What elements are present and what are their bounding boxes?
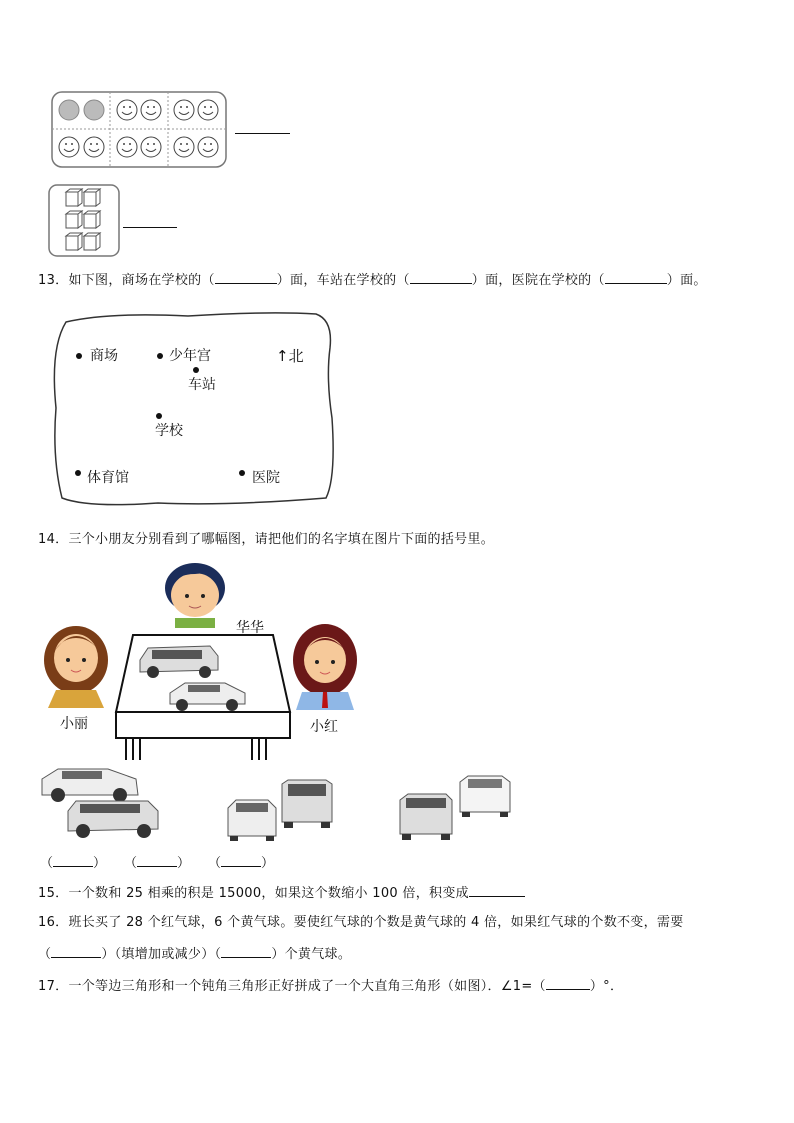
smiley-tray-figure (50, 90, 230, 174)
map-figure (48, 308, 338, 508)
q14-answer-3[interactable]: （ ） (208, 856, 275, 871)
q17-blank[interactable] (546, 977, 590, 990)
q13-text-4: ）面。 (666, 273, 707, 288)
q16-blank-1[interactable] (51, 945, 101, 958)
map-label-gym: 体育馆 (87, 470, 129, 486)
q13-blank-2[interactable] (410, 271, 472, 284)
cubes-figure (48, 184, 122, 262)
view-picture-3 (396, 774, 516, 848)
label-xiaoli: 小丽 (60, 716, 88, 732)
xiaoli-avatar (44, 626, 108, 708)
q14-answer-2[interactable]: （ ） (124, 856, 191, 871)
question-13 (38, 271, 707, 290)
map-label-hospital: 医院 (252, 470, 280, 486)
question-17: 17．一个等边三角形和一个钝角三角形正好拼成了一个大直角三角形（如图）．∠1=（ ）°． (38, 979, 624, 994)
view-picture-1 (38, 765, 163, 849)
map-north-arrow: ↑北 (276, 347, 304, 365)
q15-blank[interactable] (469, 884, 525, 897)
question-15: 15．一个数和 25 相乘的积是 15000，如果这个数缩小 100 倍，积变成 (38, 884, 525, 903)
map-label-youth-palace: 少年宫 (169, 348, 211, 364)
q13-blank-1[interactable] (215, 271, 277, 284)
question-14: 14．三个小朋友分别看到了哪幅图，请把他们的名字填在图片下面的括号里。 (38, 532, 495, 547)
q13-text-1: 13．如下图，商场在学校的（ (38, 273, 215, 288)
q14-answer-1[interactable]: （ ） (40, 856, 107, 871)
question-16-line-2: （ ）（填增加或减少）（ ）个黄气球。 (38, 947, 352, 962)
view-picture-2 (222, 778, 337, 847)
answer-line-smileys[interactable] (235, 133, 290, 134)
map-label-mall: 商场 (90, 348, 118, 364)
label-huahua: 华华 (236, 620, 264, 636)
map-label-school: 学校 (155, 423, 183, 439)
huahua-avatar (165, 563, 225, 628)
table-scene-figure (40, 560, 380, 760)
answer-line-cubes[interactable] (123, 227, 177, 228)
xiaohong-avatar (293, 624, 357, 710)
label-xiaohong: 小红 (310, 719, 338, 735)
q13-text-2: ）面，车站在学校的（ (276, 273, 410, 288)
map-label-station: 车站 (188, 377, 216, 393)
q16-blank-2[interactable] (221, 945, 271, 958)
q13-blank-3[interactable] (605, 271, 667, 284)
q13-text-3: ）面，医院在学校的（ (471, 273, 605, 288)
question-16-line-1: 16．班长买了 28 个红气球，6 个黄气球。要使红气球的个数是黄气球的 4 倍，如果红气球的个数不变，需要 (38, 915, 684, 930)
